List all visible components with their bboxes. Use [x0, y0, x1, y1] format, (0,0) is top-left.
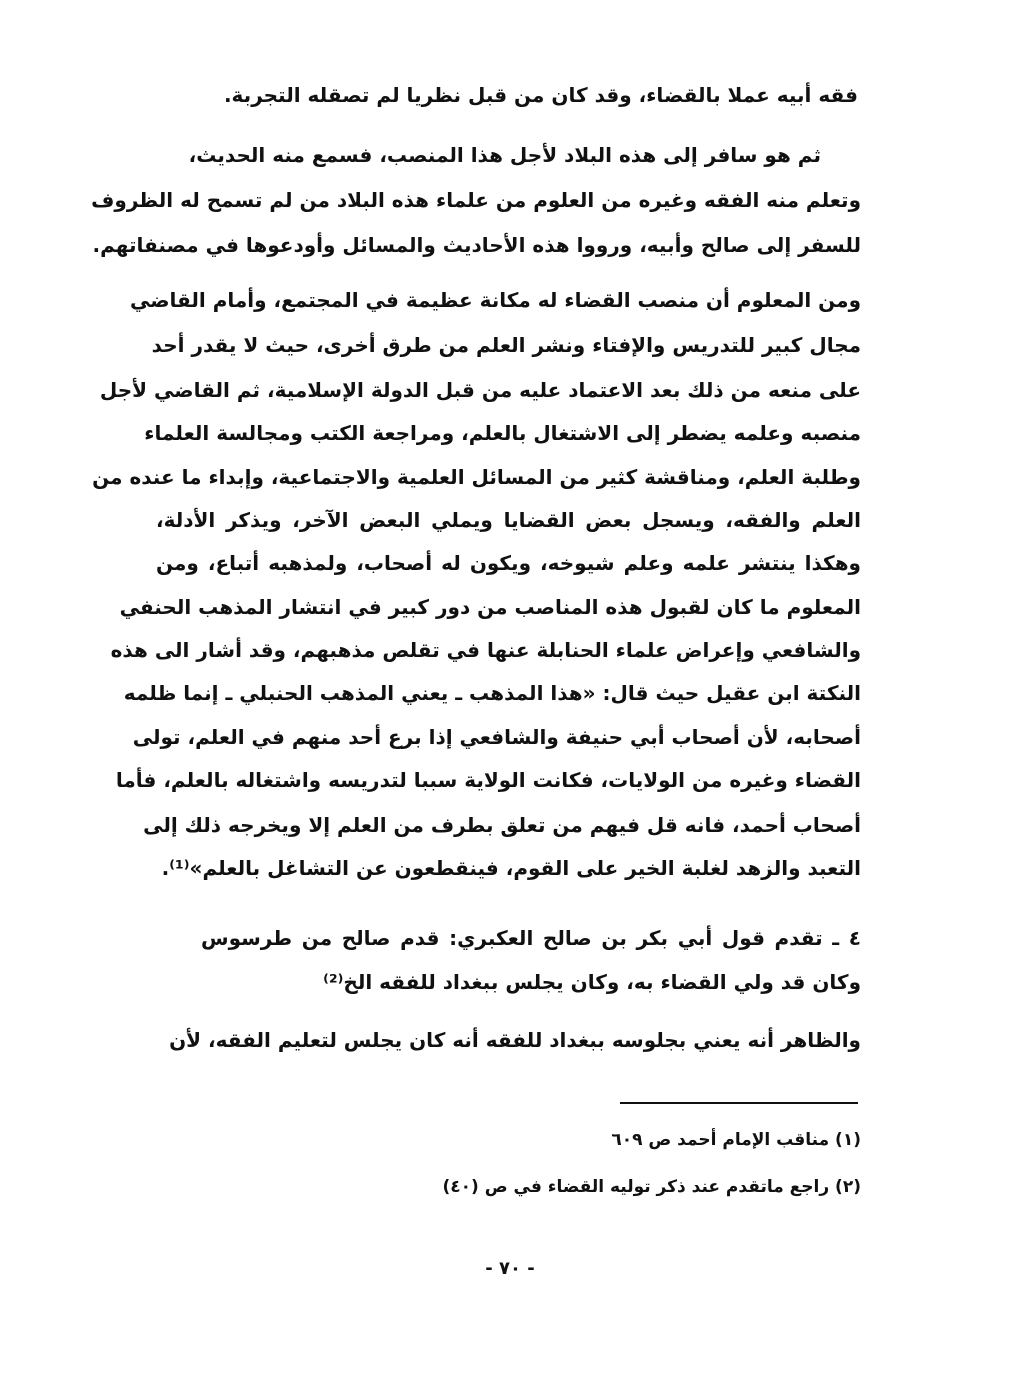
text-line: فقه أبيه عملا بالقضاء، وقد كان من قبل نظريا لم تصقله التجربة. — [223, 83, 858, 107]
text-line: العلم والفقه، ويسجل بعض القضايا ويملي البعض الآخر، ويذكر الأدلة، — [156, 508, 861, 532]
footnote: (٢) راجع ماتقدم عند ذكر توليه القضاء في ص (٤٠) — [442, 1177, 861, 1197]
text-line: المعلوم ما كان لقبول هذه المناصب من دور كبير في انتشار المذهب الحنفي — [119, 595, 861, 619]
page-number: - ٧٠ - — [485, 1258, 535, 1279]
footnote-divider — [620, 1102, 858, 1104]
text-line: ثم هو سافر إلى هذه البلاد لأجل هذا المنصب، فسمع منه الحديث، — [188, 143, 821, 167]
text-line: والشافعي وإعراض علماء الحنابلة عنها في تقلص مذهبهم، وقد أشار الى هذه — [110, 638, 861, 662]
text-line: وكان قد ولي القضاء به، وكان يجلس ببغداد للفقه الخ⁽²⁾ — [323, 970, 861, 994]
text-line: والظاهر أنه يعني بجلوسه ببغداد للفقه أنه كان يجلس لتعليم الفقه، لأن — [169, 1028, 861, 1052]
text-line: مجال كبير للتدريس والإفتاء ونشر العلم من طرق أخرى، حيث لا يقدر أحد — [151, 333, 861, 357]
text-line: أصحاب أحمد، فانه قل فيهم من تعلق بطرف من العلم إلا ويخرجه ذلك إلى — [143, 813, 861, 837]
text-line: على منعه من ذلك بعد الاعتماد عليه من قبل الدولة الإسلامية، ثم القاضي لأجل — [99, 378, 861, 402]
text-line: وتعلم منه الفقه وغيره من العلوم من علماء هذه البلاد من لم تسمح له الظروف — [91, 188, 861, 212]
text-line: أصحابه، لأن أصحاب أبي حنيفة والشافعي إذا برع أحد منهم في العلم، تولى — [132, 725, 861, 749]
text-line: التعبد والزهد لغلبة الخير على القوم، فينقطعون عن التشاغل بالعلم»⁽¹⁾. — [161, 856, 861, 880]
text-line: للسفر إلى صالح وأبيه، ورووا هذه الأحاديث والمسائل وأودعوها في مصنفاتهم. — [92, 233, 861, 257]
text-line: ومن المعلوم أن منصب القضاء له مكانة عظيمة في المجتمع، وأمام القاضي — [129, 288, 861, 312]
text-line: وطلبة العلم، ومناقشة كثير من المسائل العلمية والاجتماعية، وإبداء ما عنده من — [92, 465, 861, 489]
text-line: وهكذا ينتشر علمه وعلم شيوخه، ويكون له أصحاب، ولمذهبه أتباع، ومن — [156, 551, 861, 575]
text-line: ٤ ـ تقدم قول أبي بكر بن صالح العكبري: قدم صالح من طرسوس — [201, 926, 861, 950]
text-line: منصبه وعلمه يضطر إلى الاشتغال بالعلم، ومراجعة الكتب ومجالسة العلماء — [144, 421, 861, 445]
text-line: النكتة ابن عقيل حيث قال: «هذا المذهب ـ يعني المذهب الحنبلي ـ إنما ظلمه — [123, 681, 861, 705]
text-line: القضاء وغيره من الولايات، فكانت الولاية سببا لتدريسه واشتغاله بالعلم، فأما — [115, 768, 861, 792]
footnote: (١) مناقب الإمام أحمد ص ٦٠٩ — [611, 1130, 861, 1150]
